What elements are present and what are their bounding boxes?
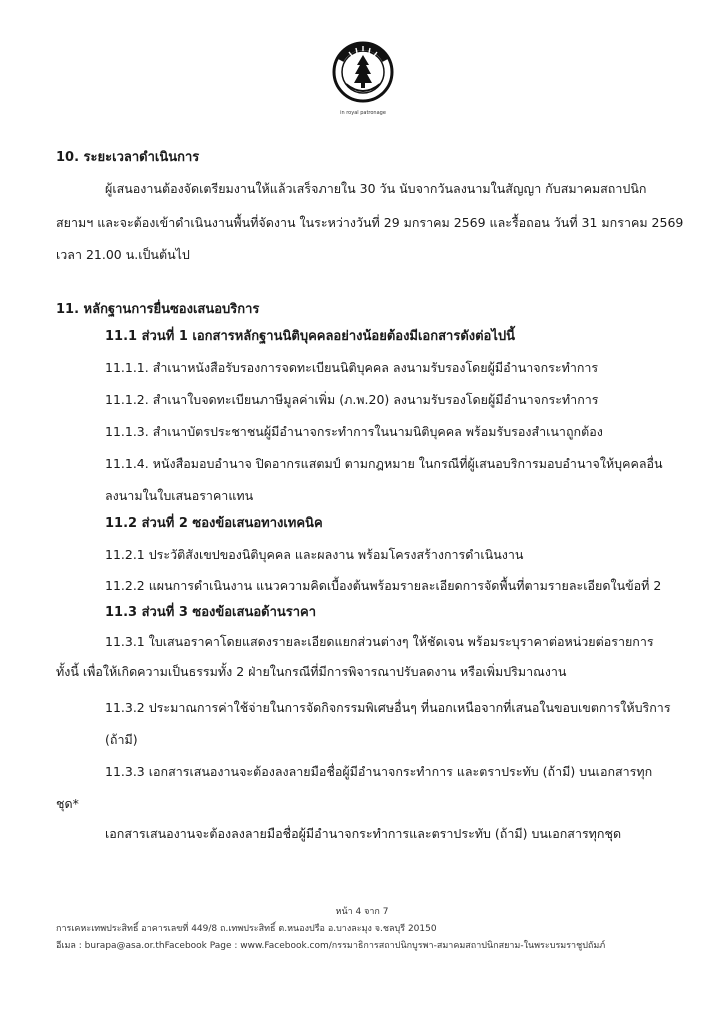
item-11-2-2: 11.2.2 แผนการดำเนินงาน แนวความคิดเบื้องต้นพร้อมรายละเอียดการจัดพื้นที่ตามรายละเอียดในข้อที่ 2	[105, 578, 662, 593]
part-3-title: 11.3 ส่วนที่ 3 ซองข้อเสนอด้านราคา	[105, 605, 317, 620]
item-11-1-3: 11.1.3. สำเนาบัตรประชาชนผู้มีอำนาจกระทำการในนามนิติบุคคล พร้อมรับรองสำเนาถูกต้อง	[105, 424, 603, 439]
part-1-title: 11.1 ส่วนที่ 1 เอกสารหลักฐานนิติบุคคลอย่างน้อยต้องมีเอกสารดังต่อไปนี้	[105, 329, 516, 344]
section-10-heading: 10. ระยะเวลาดำเนินการ	[56, 150, 200, 165]
item-11-2-1: 11.2.1 ประวัติสังเขปของนิติบุคคล และผลงาน พร้อมโครงสร้างการดำเนินงาน	[105, 547, 524, 562]
section-10-line-3: เวลา 21.00 น.เป็นต้นไป	[56, 247, 190, 262]
page-number: หน้า 4 จาก 7	[335, 907, 389, 917]
item-11-1-2: 11.1.2. สำเนาใบจดทะเบียนภาษีมูลค่าเพิ่ม (ภ.พ.20) ลงนามรับรองโดยผู้มีอำนาจกระทำการ	[105, 392, 599, 407]
part-2-title: 11.2 ส่วนที่ 2 ซองข้อเสนอทางเทคนิค	[105, 516, 323, 531]
item-11-3-1-line-2: ทั้งนี้ เพื่อให้เกิดความเป็นธรรมทั้ง 2 ฝ่ายในกรณีที่มีการพิจารณาปรับลดงาน หรือเพิ่มปริมาณงาน	[56, 664, 567, 679]
item-11-1-4-continued: ลงนามในใบเสนอราคาแทน	[105, 488, 254, 503]
footer-contact: อีเมล : burapa@asa.or.thFacebook Page : www.Facebook.com/กรรมาธิการสถาปนิกบูรพา-สมาคมสถาปนิกสยาม-ในพระบรมราชูปถัมภ์	[56, 941, 606, 951]
section-10-line-1: ผู้เสนองานต้องจัดเตรียมงานให้แล้วเสร็จภายใน 30 วัน นับจากวันลงนามในสัญญา กับสมาคมสถาปนิก	[105, 181, 647, 196]
item-11-3-2-line-1: 11.3.2 ประมาณการค่าใช้จ่ายในการจัดกิจกรรมพิเศษอื่นๆ ที่นอกเหนือจากที่เสนอในขอบเขตการให้บริการ	[105, 700, 671, 715]
section-10-line-2: สยามฯ และจะต้องเข้าดำเนินงานพื้นที่จัดงาน ในระหว่างวันที่ 29 มกราคม 2569 และรื้อถอน วันที่ 31 มกราคม 2569	[56, 215, 684, 230]
item-11-3-3-line-2: ชุด*	[56, 796, 79, 811]
footer-address: การเคหะเทพประสิทธิ์ อาคารเลขที่ 449/8 ถ.เทพประสิทธิ์ ต.หนองปรือ อ.บางละมุง จ.ชลบุรี 20150	[56, 924, 437, 934]
item-11-1-1: 11.1.1. สำเนาหนังสือรับรองการจดทะเบียนนิติบุคคล ลงนามรับรองโดยผู้มีอำนาจกระทำการ	[105, 360, 599, 375]
item-11-1-4: 11.1.4. หนังสือมอบอำนาจ ปิดอากรแสตมป์ ตามกฎหมาย ในกรณีที่ผู้เสนอบริการมอบอำนาจให้บุคคลอื่น	[105, 456, 663, 471]
svg-text:in royal patronage: in royal patronage	[340, 110, 386, 116]
item-11-3-1-line-1: 11.3.1 ใบเสนอราคาโดยแสดงรายละเอียดแยกส่วนต่างๆ ให้ชัดเจน พร้อมระบุราคาต่อหน่วยต่อรายการ	[105, 634, 654, 649]
item-11-3-3-line-1: 11.3.3 เอกสารเสนองานจะต้องลงลายมือชื่อผู้มีอำนาจกระทำการ และตราประทับ (ถ้ามี) บนเอกสารทุก	[105, 764, 653, 779]
section-11-heading: 11. หลักฐานการยื่นซองเสนอบริการ	[56, 302, 260, 317]
item-11-3-2-line-2: (ถ้ามี)	[105, 732, 138, 747]
asa-logo-icon	[332, 38, 394, 120]
signature-note: เอกสารเสนองานจะต้องลงลายมือชื่อผู้มีอำนาจกระทำการและตราประทับ (ถ้ามี) บนเอกสารทุกชุด	[105, 826, 622, 841]
